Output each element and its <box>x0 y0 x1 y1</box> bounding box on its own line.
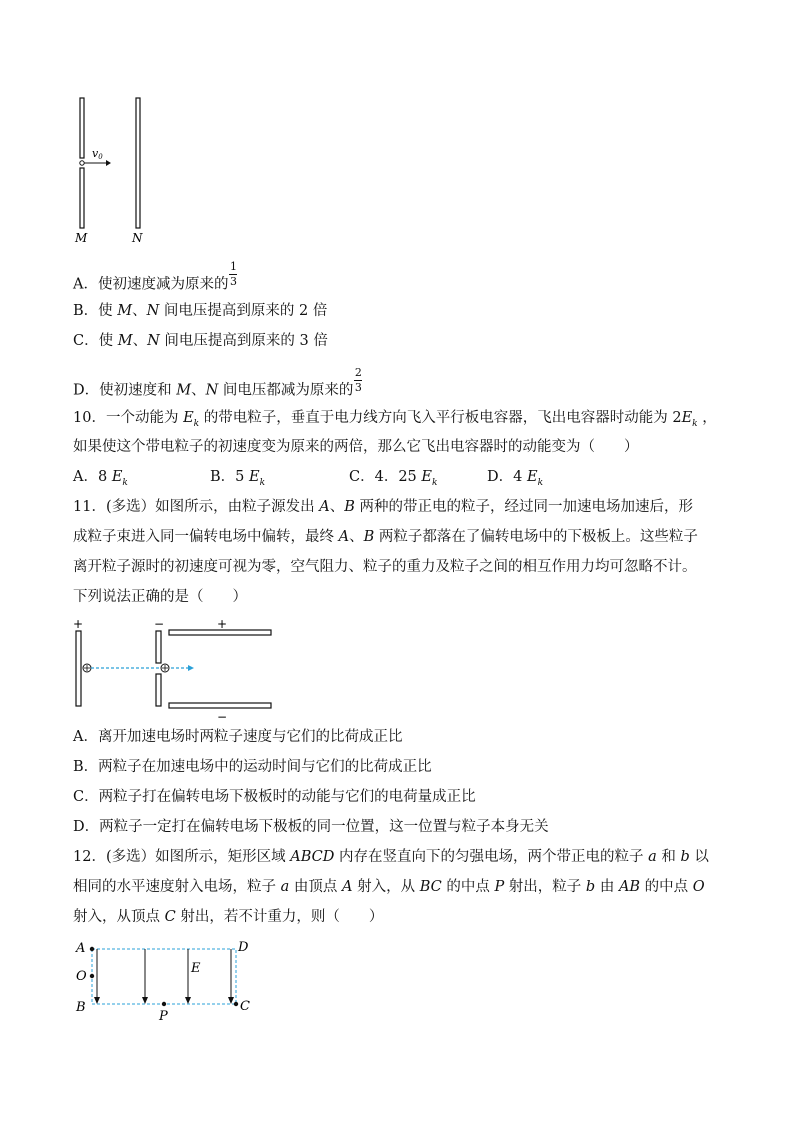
q9-option-a: A．使初速度减为原来的 $\frac{1}{3}$ <box>73 260 237 293</box>
plate-m-upper <box>80 98 84 158</box>
q10-options: A．8 $E_k$ B．5 $E_k$ C．4．25 $E_k$ D．4 $E_k$ <box>73 469 544 488</box>
label-d: D <box>238 940 249 955</box>
label-c: C <box>240 999 250 1014</box>
label-e: E <box>191 961 201 976</box>
q11-option-c: C．两粒子打在偏转电场下极板时的动能与它们的电荷量成正比 <box>73 789 476 805</box>
q12-line-3: 射入，从顶点 C 射出，若不计重力，则（ ） <box>73 909 384 925</box>
accel-plate-right-lower <box>156 674 161 706</box>
label-m: M <box>75 231 88 245</box>
point-o-dot <box>90 974 94 978</box>
q11-option-a: A．离开加速电场时两粒子速度与它们的比荷成正比 <box>73 729 403 745</box>
deflect-plate-lower <box>169 703 271 708</box>
rectangle-field-figure <box>70 935 260 1025</box>
field-lines <box>97 949 231 999</box>
plate-m-lower <box>80 168 84 228</box>
field-rectangle <box>92 949 236 1004</box>
q11-option-b: B．两粒子在加速电场中的运动时间与它们的比荷成正比 <box>73 759 432 775</box>
plate-n <box>136 98 140 228</box>
q9-option-c: C．使 M、N 间电压提高到原来的 3 倍 <box>73 333 328 349</box>
label-p: P <box>159 1009 168 1024</box>
fraction-two-thirds: $\frac{2}{3}$ <box>354 366 362 394</box>
q10-line-2: 如果使这个带电粒子的初速度变为原来的两倍，那么它飞出电容器时的动能变为（ ） <box>73 439 639 455</box>
plus-left-label: + <box>73 617 84 631</box>
label-o: O <box>76 969 87 984</box>
plates-mn-figure <box>70 92 160 247</box>
q11-option-d: D．两粒子一定打在偏转电场下极板的同一位置，这一位置与粒子本身无关 <box>73 819 549 835</box>
point-c-dot <box>234 1002 238 1006</box>
q9-option-d: D．使初速度和 M、N 间电压都减为原来的 $\frac{2}{3}$ <box>73 366 362 399</box>
label-a: A <box>76 941 86 956</box>
accel-plate-right-upper <box>156 631 161 663</box>
point-p-dot <box>162 1002 166 1006</box>
q12-line-1: 12．(多选）如图所示，矩形区域 ABCD 内存在竖直向下的匀强电场，两个带正电的粒子 a 和 b 以 <box>73 849 709 865</box>
q9-option-b: B．使 M、N 间电压提高到原来的 2 倍 <box>73 303 328 319</box>
particle <box>80 161 84 165</box>
q10-line-1: 10．一个动能为 $E_k$ 的带电粒子，垂直于电力线方向飞入平行板电容器，飞出电容器时动能为 $2E_k$ ， <box>73 410 717 429</box>
plus-top-label: + <box>217 617 228 631</box>
q12-line-2: 相同的水平速度射入电场，粒子 a 由顶点 A 射入，从 BC 的中点 P 射出，粒子 b 由 AB 的中点 O <box>73 879 705 895</box>
fraction-one-third: $\frac{1}{3}$ <box>229 260 237 288</box>
velocity-arrowhead <box>106 160 111 166</box>
q11-line-1: 11．(多选）如图所示，由粒子源发出 A、B 两种的带正电的粒子，经过同一加速电场加速后，形 <box>73 499 693 515</box>
q11-line-2: 成粒子束进入同一偏转电场中偏转，最终 A、B 两粒子都落在了偏转电场中的下极板上。这些粒子 <box>73 529 698 545</box>
minus-mid-label: − <box>154 617 165 631</box>
label-n: N <box>132 231 143 245</box>
accelerator-deflector-figure <box>70 617 285 727</box>
accel-plate-left <box>76 631 81 706</box>
v0-label: v0 <box>92 147 103 161</box>
beam-arrowhead <box>188 665 194 671</box>
minus-bottom-label: − <box>217 710 228 724</box>
q11-line-4: 下列说法正确的是（ ） <box>73 589 247 605</box>
point-a-dot <box>90 947 94 951</box>
q11-line-3: 离开粒子源时的初速度可视为零，空气阻力、粒子的重力及粒子之间的相互作用力均可忽略不计。 <box>73 559 697 575</box>
label-b: B <box>76 1000 86 1015</box>
